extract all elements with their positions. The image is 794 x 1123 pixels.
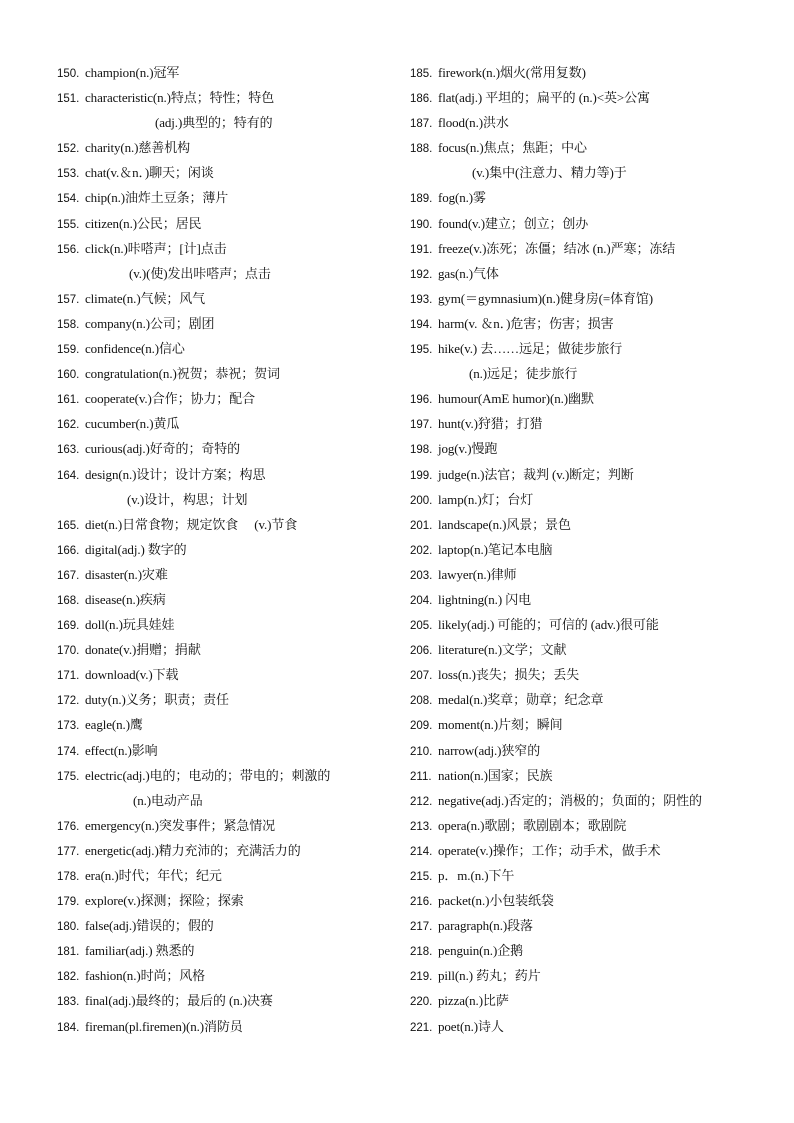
entry-text: narrow(adj.)狭窄的 (438, 742, 541, 758)
vocab-entry (57, 1014, 402, 1039)
entry-text: lamp(n.)灯；台灯 (438, 491, 534, 507)
entry-number: 156. (57, 243, 80, 256)
vocab-entry (57, 662, 402, 687)
entry-number: 183. (57, 996, 80, 1009)
vocab-entry (410, 738, 755, 763)
entry-number: 187. (410, 118, 433, 131)
entry-text: effect(n.)影响 (85, 742, 158, 758)
vocab-entry (410, 286, 755, 311)
entry-text: duty(n.)义务；职责；责任 (85, 692, 229, 708)
vocab-entry (57, 687, 402, 712)
vocab-entry (57, 963, 402, 988)
entry-number: 165. (57, 519, 80, 532)
entry-number: 204. (410, 594, 433, 607)
vocab-entry (57, 537, 402, 562)
entry-text: explore(v.)探测；探险；探索 (85, 893, 244, 909)
vocab-entry-continuation (410, 160, 755, 185)
entry-number: 163. (57, 444, 80, 457)
entry-number: 197. (410, 419, 433, 432)
vocab-entry (410, 637, 755, 662)
vocab-entry (57, 286, 402, 311)
entry-text: citizen(n.)公民；居民 (85, 215, 202, 231)
entry-number: 210. (410, 745, 433, 758)
vocab-entry (410, 436, 755, 461)
vocab-entry-continuation (410, 361, 755, 386)
vocab-entry (57, 135, 402, 160)
entry-text: humour(AmE humor)(n.)幽默 (438, 391, 594, 407)
entry-text: company(n.)公司；剧团 (85, 315, 215, 331)
entry-text: champion(n.)冠军 (85, 65, 180, 80)
vocab-entry (410, 587, 755, 612)
vocab-entry (410, 788, 755, 813)
vocab-entry (57, 185, 402, 210)
entry-text: (v.)设计，构思；计划 (127, 491, 248, 507)
vocab-entry (410, 462, 755, 487)
entry-number: 202. (410, 544, 433, 557)
entry-text: firework(n.)烟火(常用复数) (438, 65, 586, 80)
vocab-entry (57, 562, 402, 587)
vocab-entry (410, 938, 755, 963)
vocab-entry (57, 913, 402, 938)
vocab-entry (410, 612, 755, 637)
entry-number: 154. (57, 193, 80, 206)
entry-text: lightning(n.) 闪电 (438, 591, 532, 607)
entry-text: click(n.)咔嗒声；[计]点击 (85, 240, 227, 256)
entry-text: characteristic(n.)特点；特性；特色 (85, 90, 275, 106)
entry-text: harm(v. ＆n．)危害；伤害；损害 (438, 315, 614, 331)
entry-number: 200. (410, 494, 433, 507)
entry-text: loss(n.)丧失；损失；丢失 (438, 667, 580, 683)
entry-number: 213. (410, 820, 433, 833)
entry-text: nation(n.)国家；民族 (438, 767, 553, 783)
entry-text: fashion(n.)时尚；风格 (85, 968, 206, 984)
entry-number: 161. (57, 394, 80, 407)
vocab-entry (410, 135, 755, 160)
vocab-entry (57, 612, 402, 637)
entry-text: electric(adj.)电的；电动的；带电的；刺激的 (85, 767, 331, 783)
vocab-entry (410, 336, 755, 361)
vocab-entry (57, 386, 402, 411)
entry-number: 182. (57, 971, 80, 984)
vocab-entry (57, 888, 402, 913)
vocab-entry (57, 60, 402, 85)
entry-number: 167. (57, 569, 80, 582)
entry-text: pizza(n.)比萨 (438, 993, 509, 1009)
vocab-entry (410, 838, 755, 863)
entry-text: chip(n.)油炸土豆条；薄片 (85, 190, 229, 206)
entry-number: 171. (57, 670, 80, 683)
entry-text: focus(n.)焦点；焦距；中心 (438, 140, 587, 156)
vocab-entry (57, 512, 402, 537)
vocab-entry (410, 813, 755, 838)
entry-number: 194. (410, 318, 433, 331)
vocab-entry (57, 813, 402, 838)
entry-text: curious(adj.)好奇的；奇特的 (85, 441, 241, 457)
entry-number: 166. (57, 544, 80, 557)
entry-text: paragraph(n.)段落 (438, 918, 533, 934)
entry-number: 193. (410, 293, 433, 306)
entry-number: 198. (410, 444, 433, 457)
entry-text: flood(n.)洪水 (438, 115, 509, 131)
vocab-entry (410, 110, 755, 135)
entry-text: diet(n.)日常食物；规定饮食 (v.)节食 (85, 516, 298, 532)
entry-number: 185. (410, 68, 433, 80)
entry-text: flat(adj.) 平坦的；扁平的 (n.)<英>公寓 (438, 90, 650, 106)
vocab-entry (410, 562, 755, 587)
vocab-entry (57, 938, 402, 963)
entry-text: pill(n.) 药丸；药片 (438, 968, 541, 984)
vocab-entry (410, 687, 755, 712)
vocab-entry-continuation (57, 487, 402, 512)
vocab-entry (57, 211, 402, 236)
vocab-column-left (57, 60, 402, 1039)
entry-number: 152. (57, 143, 80, 156)
vocab-entry (57, 988, 402, 1013)
entry-number: 168. (57, 594, 80, 607)
entry-number: 158. (57, 318, 80, 331)
entry-text: laptop(n.)笔记本电脑 (438, 541, 553, 557)
entry-text: climate(n.)气候；风气 (85, 290, 206, 306)
entry-number: 175. (57, 770, 80, 783)
vocab-entry (410, 311, 755, 336)
entry-number: 203. (410, 569, 433, 582)
entry-number: 199. (410, 469, 433, 482)
entry-text: charity(n.)慈善机构 (85, 140, 191, 156)
vocab-entry (57, 838, 402, 863)
entry-number: 170. (57, 645, 80, 658)
entry-number: 205. (410, 620, 433, 633)
entry-number: 184. (57, 1021, 80, 1034)
entry-number: 217. (410, 921, 433, 934)
entry-text: fog(n.)雾 (438, 190, 486, 206)
vocab-entry (57, 160, 402, 185)
entry-text: landscape(n.)风景；景色 (438, 516, 571, 532)
entry-number: 195. (410, 344, 433, 357)
entry-number: 162. (57, 419, 80, 432)
entry-number: 176. (57, 820, 80, 833)
entry-text: penguin(n.)企鹅 (438, 943, 523, 959)
entry-text: literature(n.)文学；文献 (438, 642, 567, 658)
vocab-entry (410, 888, 755, 913)
vocab-entry (57, 712, 402, 737)
vocab-entry (410, 85, 755, 110)
vocab-entry (410, 512, 755, 537)
entry-number: 172. (57, 695, 80, 708)
entry-text: hike(v.) 去……远足；做徒步旅行 (438, 341, 623, 357)
entry-number: 159. (57, 344, 80, 357)
entry-number: 192. (410, 268, 433, 281)
entry-text: disease(n.)疾病 (85, 591, 166, 607)
entry-text: (v.)(使)发出咔嗒声；点击 (129, 265, 271, 281)
entry-text: found(v.)建立；创立；创办 (438, 215, 589, 231)
entry-text: gym(＝gymnasium)(n.)健身房(=体育馆) (438, 290, 654, 306)
entry-number: 196. (410, 394, 433, 407)
entry-text: false(adj.)错误的；假的 (85, 918, 214, 934)
entry-number: 215. (410, 871, 433, 883)
entry-text: emergency(n.)突发事件；紧急情况 (85, 817, 275, 833)
vocab-entry (57, 361, 402, 386)
entry-number: 201. (410, 519, 433, 532)
entry-number: 177. (57, 845, 80, 858)
vocab-entry (410, 487, 755, 512)
entry-number: 160. (57, 369, 80, 382)
vocab-entry (57, 311, 402, 336)
vocab-entry (57, 336, 402, 361)
entry-text: design(n.)设计；设计方案；构思 (85, 466, 266, 482)
entry-text: confidence(n.)信心 (85, 341, 185, 357)
entry-number: 209. (410, 720, 433, 733)
vocab-column-right (410, 60, 755, 1039)
entry-number: 153. (57, 168, 80, 181)
entry-text: eagle(n.)鹰 (85, 717, 143, 733)
vocab-entry-continuation (57, 261, 402, 286)
entry-number: 151. (57, 93, 80, 106)
entry-text: download(v.)下载 (85, 667, 179, 683)
entry-text: likely(adj.) 可能的；可信的 (adv.)很可能 (438, 617, 659, 633)
entry-number: 220. (410, 996, 433, 1009)
entry-number: 206. (410, 645, 433, 658)
entry-number: 179. (57, 896, 80, 909)
entry-number: 174. (57, 745, 80, 758)
vocab-entry-continuation (57, 788, 402, 813)
entry-number: 216. (410, 896, 433, 909)
entry-text: gas(n.)气体 (438, 265, 499, 281)
entry-text: chat(v.＆n．)聊天；闲谈 (85, 165, 214, 181)
vocab-entry (410, 386, 755, 411)
vocab-entry (57, 587, 402, 612)
vocab-entry-continuation (57, 110, 402, 135)
vocab-entry (57, 236, 402, 261)
entry-text: packet(n.)小包装纸袋 (438, 893, 554, 909)
entry-text: negative(adj.)否定的；消极的；负面的；阴性的 (438, 792, 702, 808)
entry-text: (n.)电动产品 (133, 792, 203, 808)
vocab-entry (57, 436, 402, 461)
entry-number: 155. (57, 218, 80, 231)
vocab-entry (410, 211, 755, 236)
entry-number: 207. (410, 670, 433, 683)
vocab-entry (57, 411, 402, 436)
entry-text: final(adj.)最终的；最后的 (n.)决赛 (85, 993, 273, 1009)
entry-text: p．m.(n.)下午 (438, 868, 515, 883)
entry-text: (n.)远足；徒步旅行 (469, 366, 578, 382)
entry-text: moment(n.)片刻；瞬间 (438, 717, 563, 733)
entry-number: 164. (57, 469, 80, 482)
entry-text: (v.)集中(注意力、精力等)于 (472, 165, 627, 181)
vocab-entry (410, 863, 755, 888)
entry-number: 150. (57, 68, 80, 80)
entry-text: poet(n.)诗人 (438, 1018, 504, 1034)
entry-number: 180. (57, 921, 80, 934)
entry-text: operate(v.)操作；工作；动手术，做手术 (438, 842, 661, 858)
entry-number: 189. (410, 193, 433, 206)
vocab-entry (410, 763, 755, 788)
entry-number: 173. (57, 720, 80, 733)
entry-text: digital(adj.) 数字的 (85, 541, 187, 557)
entry-number: 178. (57, 871, 80, 883)
vocab-entry (410, 1014, 755, 1039)
entry-number: 188. (410, 143, 433, 156)
vocab-entry (410, 662, 755, 687)
entry-text: jog(v.)慢跑 (438, 441, 498, 457)
vocab-entry (57, 637, 402, 662)
vocab-entry (410, 537, 755, 562)
entry-number: 181. (57, 946, 80, 959)
vocab-entry (410, 913, 755, 938)
entry-text: era(n.)时代；年代；纪元 (85, 868, 222, 883)
entry-number: 169. (57, 620, 80, 633)
entry-number: 186. (410, 93, 433, 106)
vocab-entry (410, 411, 755, 436)
entry-number: 218. (410, 946, 433, 959)
vocab-entry (57, 738, 402, 763)
vocab-entry (410, 988, 755, 1013)
entry-text: cucumber(n.)黄瓜 (85, 416, 180, 432)
vocab-entry (410, 963, 755, 988)
vocab-entry (410, 60, 755, 85)
entry-number: 214. (410, 845, 433, 858)
entry-number: 219. (410, 971, 433, 984)
entry-text: energetic(adj.)精力充沛的；充满活力的 (85, 842, 301, 858)
entry-text: lawyer(n.)律师 (438, 566, 517, 582)
entry-text: medal(n.)奖章；勋章；纪念章 (438, 692, 604, 708)
entry-text: opera(n.)歌剧；歌剧剧本；歌剧院 (438, 817, 627, 833)
entry-text: judge(n.)法官；裁判 (v.)断定；判断 (438, 466, 634, 482)
entry-number: 191. (410, 243, 433, 256)
entry-number: 221. (410, 1021, 433, 1034)
vocab-entry (57, 462, 402, 487)
vocab-entry (410, 236, 755, 261)
entry-text: freeze(v.)冻死；冻僵；结冰 (n.)严寒；冻结 (438, 240, 676, 256)
entry-number: 212. (410, 795, 433, 808)
entry-text: disaster(n.)灾难 (85, 566, 168, 582)
vocab-entry (57, 85, 402, 110)
vocab-entry (410, 185, 755, 210)
vocab-entry (57, 863, 402, 888)
entry-number: 208. (410, 695, 433, 708)
entry-text: fireman(pl.firemen)(n.)消防员 (85, 1018, 243, 1034)
vocab-entry (57, 763, 402, 788)
vocab-entry (410, 712, 755, 737)
entry-text: doll(n.)玩具娃娃 (85, 617, 175, 633)
entry-text: familiar(adj.) 熟悉的 (85, 943, 195, 959)
entry-number: 157. (57, 293, 80, 306)
entry-number: 211. (410, 770, 432, 783)
entry-text: donate(v.)捐赠；捐献 (85, 642, 201, 658)
entry-text: cooperate(v.)合作；协力；配合 (85, 391, 255, 407)
entry-text: (adj.)典型的；特有的 (155, 115, 273, 131)
vocab-entry (410, 261, 755, 286)
entry-text: congratulation(n.)祝贺；恭祝；贺词 (85, 366, 280, 382)
entry-number: 190. (410, 218, 433, 231)
entry-text: hunt(v.)狩猎；打猎 (438, 416, 543, 432)
